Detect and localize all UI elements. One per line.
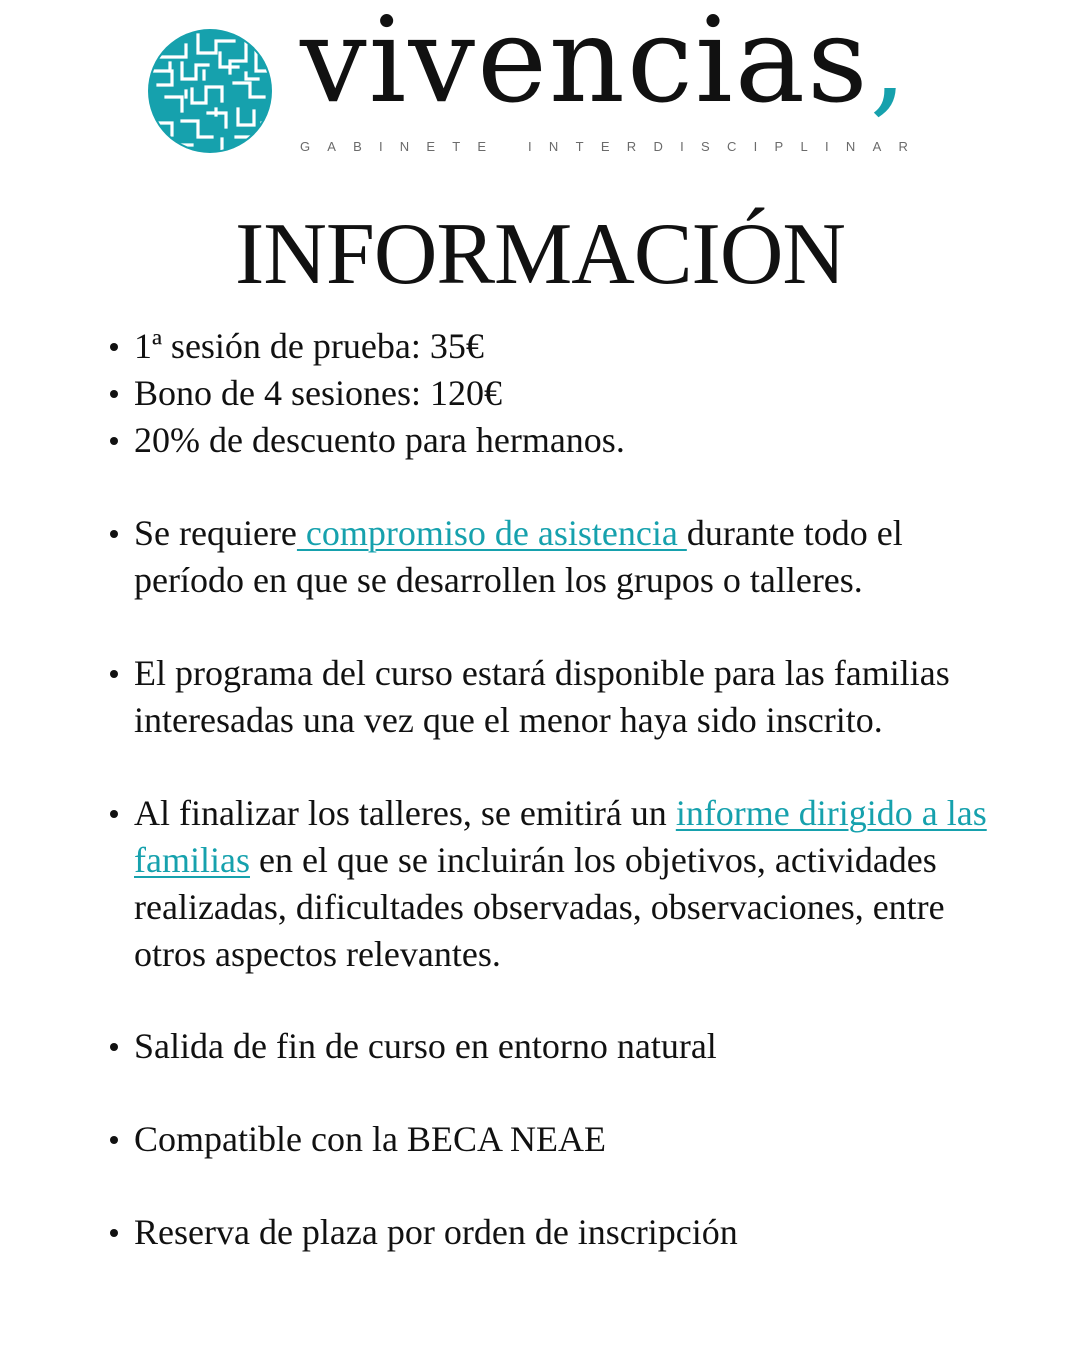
maze-circle-icon — [146, 27, 274, 155]
page-title: INFORMACIÓN — [235, 206, 845, 303]
brand-comma: , — [869, 0, 910, 129]
header — [0, 0, 1080, 180]
brand-name: vivencias, — [300, 0, 909, 130]
list-item — [134, 417, 994, 464]
list-item — [134, 1209, 994, 1256]
tagline-word-2: I N T E R D I S C I P L I N A R — [528, 139, 908, 154]
list-item-text: Al finalizar los talleres, se emitirá un — [134, 793, 676, 833]
list-item-text: en el que se incluirán los objetivos, actividades realizadas, dificultades observadas, observaciones, entre otros aspectos relevantes. — [134, 840, 945, 974]
list-item-text: Bono de 4 sesiones: 120€ — [134, 373, 502, 413]
list-item — [134, 650, 994, 744]
list-item — [134, 1023, 994, 1070]
list-item — [134, 510, 994, 604]
list-item — [134, 1116, 994, 1163]
list-item-text: Salida de fin de curso en entorno natural — [134, 1026, 717, 1066]
list-item-text: durante todo el período en que se desarrollen los grupos o talleres. — [134, 513, 903, 600]
list-item-text: Reserva de plaza por orden de inscripción — [134, 1212, 738, 1252]
list-item-text: 20% de descuento para hermanos. — [134, 420, 625, 460]
list-item-text: Compatible con la BECA NEAE — [134, 1119, 606, 1159]
tagline-word-1: G A B I N E T E — [300, 139, 486, 154]
attendance-commitment-link[interactable]: compromiso de asistencia — [296, 513, 687, 553]
list-item — [134, 323, 994, 370]
list-item — [134, 790, 994, 978]
list-item-text: 1ª sesión de prueba: 35€ — [134, 326, 484, 366]
list-item-text: Se requiere — [134, 513, 297, 553]
family-report-link[interactable]: informe dirigido a las familias — [134, 793, 987, 880]
brand-tagline — [300, 139, 908, 154]
list-item-text: El programa del curso estará disponible para las familias interesadas una vez que el menor haya sido inscrito. — [134, 653, 950, 740]
list-item — [134, 370, 994, 417]
